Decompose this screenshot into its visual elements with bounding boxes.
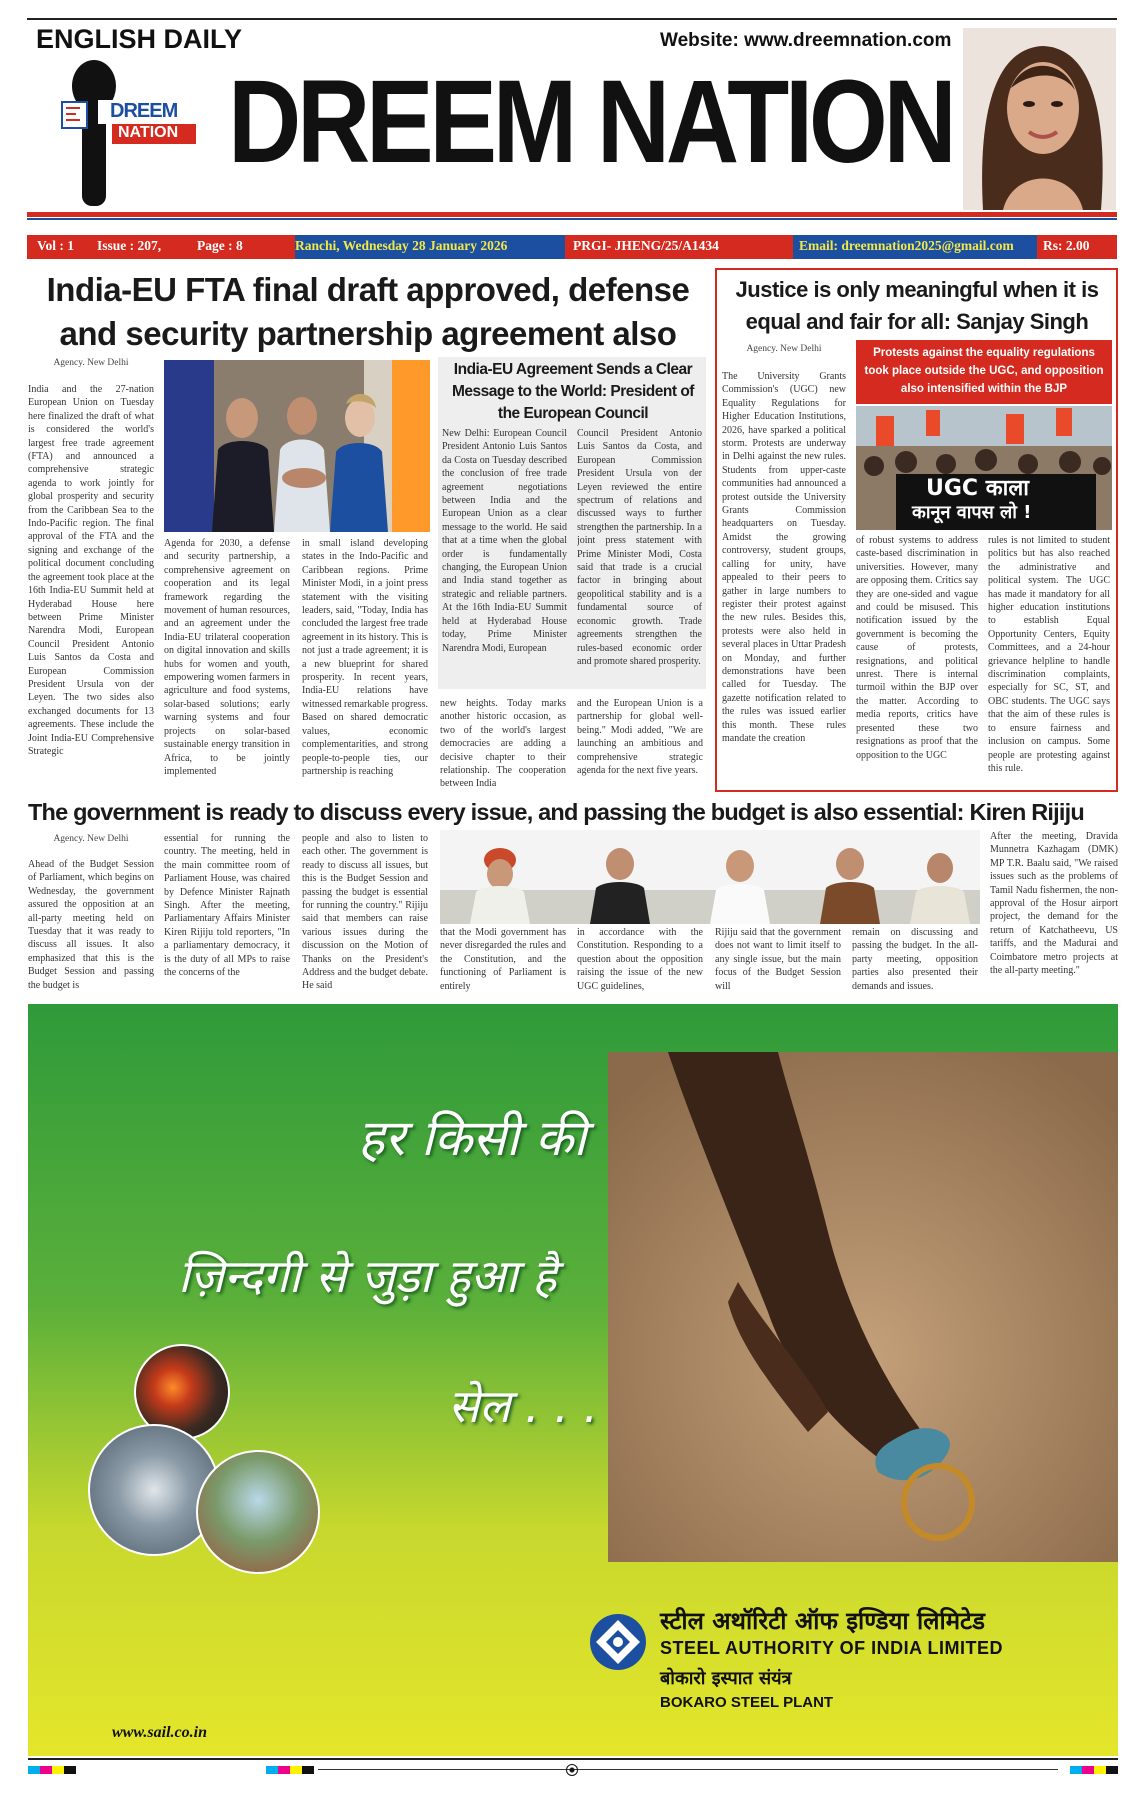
logo: [52, 58, 202, 208]
portrait-photo: [963, 28, 1116, 210]
ad-slogan-line3: सेल . . .: [448, 1379, 599, 1433]
story3-col1: Ahead of the Budget Session of Parliament, which begins on Wednesday, the government assured the opposition at an all-party meeting held on Tuesday that it was ready to discuss all issues. It also emphasized that this is the Budget Session and passing the budget is: [28, 859, 154, 991]
protest-banner-text-2: कानून वापस लो !: [912, 502, 1032, 523]
story3-col5: in accordance with the Constitution. Responding to a question about the opposition raising the issue of the new UGC guidelines,: [577, 927, 703, 992]
registration-target-icon: [566, 1764, 578, 1776]
story2-agency: Agency. New Delhi: [746, 344, 822, 354]
logo-text-2: NATION: [118, 124, 179, 141]
substory-headline: India-EU Agreement Sends a Clear Message to the World: President of the European Council: [452, 361, 694, 422]
vol-label: Vol : 1: [37, 238, 75, 253]
story2-photo-caption: Protests against the equality regulations took place outside the UGC, and opposition also intensified within the BJP: [864, 347, 1104, 395]
registration-mark-right: [1070, 1766, 1118, 1774]
bottom-rule: [28, 1758, 1118, 1760]
issue-label: Issue : 207,: [97, 238, 162, 253]
price-label: Rs: 2.00: [1043, 238, 1090, 253]
story1-col5: and the European Union is a partnership for global well-being." Modi added, "We are launching an ambitious and comprehensive strategic agenda for the next five years.: [577, 698, 703, 777]
story1-col2: Agenda for 2030, a defense and security partnership, a comprehensive agreement on cooperation and its legal framework regarding the movement of human resources, and an agreement under the India-EU trilateral cooperation on digital innovation and skills hubs for women and youth, empowering women farmers in agriculture and food systems, solar-based solutions; early warning systems and four projects on solar-based sustainable energy transition in Africa, to be jointly implemented: [164, 538, 290, 777]
story3-col7: remain on discussing and passing the budget. In the all-party meeting, opposition parties also presented their demands and issues.: [852, 927, 978, 992]
sail-advertisement: [28, 1004, 1118, 1756]
prgi-label: PRGI- JHENG/25/A1434: [573, 238, 719, 253]
story2-col3: rules is not limited to student politics but has also reached the administrative and political system. The UGC has made it mandatory for all higher education institutions to establish Equal Opportunity Centers, Equity Committees, and a 24-hour grievance helpline to handle discrimination complaints, especially for SC, ST, and OBC students. The UGC says that the aim of these rules is to ensure fairness and inclusion on campus. Some people are protesting against this rule.: [988, 535, 1110, 774]
substory-col2: Council President Antonio Luis Santos da Costa, and European Commission President Ursula von der Leyen reviewed the entire spectrum of relations and discussed ways to further strengthen the partnership. In a joint press statement with Prime Minister Modi, Costa said that trade is a crucial factor in bringing about geopolitical stability and is a fundamental source of economic growth. Trade agreements strengthen the rules-based economic order and promote shared prosperity.: [577, 428, 702, 667]
story2-col1: The University Grants Commission's (UGC) new Equality Regulations for Higher Education Institutions, 2026, have sparked a political storm. Protests are underway in Delhi against the new rules. Students from upper-caste communities had announced a protest outside the University Grants Commission headquarters on Tuesday. Amidst the growing controversy, student groups, calling for unity, have appealed to their peers to gather in large numbers to register their protest against the new rules. Besides this, protests were also held in several places in Uttar Pradesh on Monday, and further demonstrations have been called for Tuesday. The gazette notification related to the rules was issued earlier this month. These rules mandate the creation: [722, 371, 846, 744]
ad-main-photo: [608, 1052, 1118, 1562]
ad-slogan-line2: ज़िन्दगी से जुड़ा हुआ है: [178, 1249, 557, 1303]
ad-slogan-line1: हर किसी की: [358, 1109, 587, 1167]
ad-circle-people: [196, 1450, 320, 1574]
email-label: Email: dreemnation2025@gmail.com: [799, 238, 1014, 253]
sail-name-english: STEEL AUTHORITY OF INDIA LIMITED: [660, 1638, 1004, 1658]
info-bar: [27, 235, 1117, 259]
story3-agency: Agency. New Delhi: [53, 834, 129, 844]
story3-col6: Rijiju said that the government does not want to limit itself to any single issue, but the main focus of the Budget Session will: [715, 927, 841, 992]
logo-text-1: DREEM: [110, 100, 178, 122]
website: Website: www.dreemnation.com: [660, 30, 952, 51]
substory-col1: New Delhi: European Council President Antonio Luis Santos da Costa on Tuesday described the conclusion of free trade agreement negotiations between India and the European Union as a clear message to the world. He said that at a time when the global order is fundamentally changing, the European Union and India stand together as strategic and reliable partners. At the 16th India-EU Summit held at Hyderabad House today, Prime Minister Narendra Modi, European: [442, 428, 567, 654]
plant-name-hindi: बोकारो इस्पात संयंत्र: [660, 1668, 792, 1689]
masthead-rule-2: [27, 218, 1117, 220]
story3-col4: that the Modi government has never disregarded the rules and the Constitution, and the functioning of Parliament is entirely: [440, 927, 566, 992]
story3-headline: The government is ready to discuss every issue, and passing the budget is also essential: Kiren Rijiju: [28, 799, 1084, 825]
story3-col3: people and also to listen to each other. The government is ready to discuss all issues, but this is the Budget Session and passing the budget is essential for running the country." Rijiju said that members can raise various issues during the discussion on the Motion of Thanks on the President's Address and the budget debate. He said: [302, 833, 428, 992]
story2-headline: Justice is only meaningful when it is equal and fair for all: Sanjay Singh: [735, 277, 1099, 334]
registration-line: [318, 1769, 1058, 1770]
sail-logo-icon: [588, 1612, 648, 1672]
story1-agency: Agency. New Delhi: [53, 358, 129, 368]
top-rule: [27, 18, 1117, 20]
registration-mark-left: [28, 1766, 76, 1774]
masthead-title: DREEM NATION: [228, 56, 953, 188]
story1-col4: new heights. Today marks another historic occasion, as two of the world's largest democracies are adding a decisive chapter to their relationship. The cooperation between India: [440, 698, 566, 790]
story1-photo: [164, 360, 430, 532]
story1-col3: in small island developing states in the Indo-Pacific and Caribbean regions. Prime Minister Modi, in a joint press statement with the visiting leaders, said, "Today, India has concluded the largest free trade agreement in its history. This is not just a trade agreement; it is a new blueprint for shared prosperity. In recent years, India-EU relations have witnessed remarkable progress. Based on shared democratic values, economic complementarities, and strong people-to-people ties, our partnership is reaching: [302, 538, 428, 777]
story3-photo: [440, 830, 980, 924]
story1-headline: India-EU FTA final draft approved, defense and security partnership agreement also: [46, 271, 690, 352]
masthead-rule: [27, 212, 1117, 217]
story1-col1: India and the 27-nation European Union on Tuesday here finalized the draft of what is considered the world's largest free trade agreement (FTA) and announced a comprehensive strategic agenda to work jointly for global prosperity and security from the Caribbean Sea to the Indo-Pacific region. The final approval of the FTA and the signing and exchange of the political document concluding the agreement took place at the 16th India-EU Summit held at Hyderabad House here between Prime Minister Narendra Modi, European Council President Antonio Luis Santos da Costa and European Commission President Ursula von der Leyen. The two sides also exchanged documents for 13 agreements. These include the Joint India-EU Comprehensive Strategic: [28, 384, 154, 757]
story3-col8: After the meeting, Dravida Munnetra Kazhagam (DMK) MP T.R. Baalu said, "We raised issues such as the problems of Tamil Nadu fishermen, the non-approval of the Hosur airport project, the demand for the return of Katchatheevu, US tariffs, and the Madurai and Coimbatore metro projects at the all-party meeting.": [990, 831, 1118, 977]
page-label: Page : 8: [197, 238, 243, 253]
story2-col2: of robust systems to address caste-based discrimination in universities. However, many are opposing them. Critics say they are one-sided and vague and could be misused. This notification issued by the government is becoming the cause of protests, resignations, and political unrest. There is internal turmoil within the BJP over the matter. According to media reports, critics have presented these two resignations as proof that the opposition to the UGC: [856, 535, 978, 761]
sail-name-hindi: स्टील अथॉरिटी ऑफ इण्डिया लिमिटेड: [660, 1607, 985, 1635]
story2-photo: [856, 406, 1112, 530]
registration-mark-center: [266, 1766, 314, 1774]
date-label: Ranchi, Wednesday 28 January 2026: [295, 238, 508, 253]
sail-website[interactable]: www.sail.co.in: [112, 1724, 207, 1741]
story3-col2: essential for running the country. The meeting, held in the main committee room of Parliament House, was chaired by Defence Minister Rajnath Singh. After the meeting, Parliamentary Affairs Minister Kiren Rijiju told reporters, "In a parliamentary democracy, it is the duty of all MPs to raise the concerns of the: [164, 833, 290, 979]
plant-name-english: BOKARO STEEL PLANT: [660, 1694, 834, 1711]
protest-banner-text-1: UGC काला: [926, 476, 1029, 501]
tagline: ENGLISH DAILY: [36, 24, 243, 54]
